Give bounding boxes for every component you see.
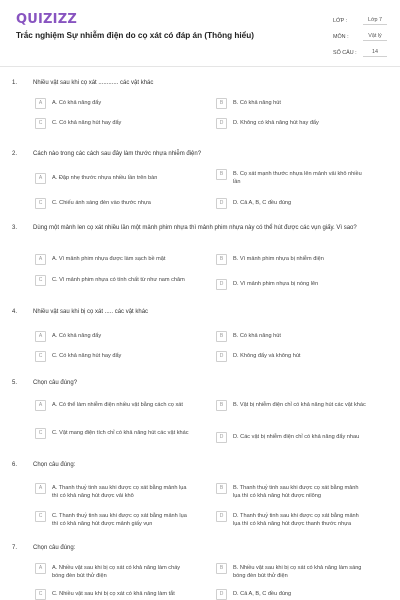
option-c[interactable] bbox=[35, 352, 190, 362]
option-text: D. Thanh thuỷ tinh sau khi được cọ xát bằng mảnh lụa thì có khả năng hút được thanh thước nhựa bbox=[233, 513, 359, 527]
quizizz-logo: QUIZIZZ bbox=[16, 12, 77, 27]
option-text: B. Vật bị nhiễm điện chỉ có khả năng hút các vật khác bbox=[233, 402, 366, 408]
option-a[interactable] bbox=[35, 99, 190, 109]
option-text: D. Không đẩy và không hút bbox=[233, 353, 301, 359]
option-letter-box: B bbox=[216, 169, 227, 180]
option-text: A. Nhiều vật sau khi bị cọ xát có khả năng làm cháy bóng đèn bút thử điện bbox=[52, 565, 181, 579]
option-text: D. Vì mảnh phim nhựa bị nóng lên bbox=[233, 281, 319, 287]
option-a[interactable] bbox=[35, 332, 190, 342]
option-letter-box: C bbox=[35, 351, 46, 362]
option-text: D. Không có khả năng hút hay đẩy bbox=[233, 120, 319, 126]
question-header bbox=[12, 224, 382, 233]
question-number: 4. bbox=[12, 309, 18, 315]
question-text: Chọn câu đúng: bbox=[33, 462, 76, 468]
question-number: 2. bbox=[12, 151, 18, 157]
meta-label: SỐ CÂU : bbox=[333, 50, 357, 56]
option-letter-box: C bbox=[35, 511, 46, 522]
meta-row-class bbox=[333, 13, 393, 29]
option-b[interactable] bbox=[216, 401, 366, 411]
option-text: C. Thanh thuỷ tinh sau khi được cọ xát bằng mảnh lụa thì có khả năng hút được mảnh giấy vụn bbox=[52, 513, 187, 527]
option-a[interactable] bbox=[35, 401, 190, 411]
question-text: Nhiều vật sau khi cọ xát ............ các vật khác bbox=[33, 80, 154, 86]
option-c[interactable] bbox=[35, 199, 190, 209]
option-text: D. Các vật bị nhiễm điện chỉ có khả năng đẩy nhau bbox=[233, 434, 360, 440]
meta-value: 14 bbox=[363, 49, 387, 57]
option-a[interactable] bbox=[35, 484, 190, 500]
question-header bbox=[12, 79, 382, 88]
option-letter-box: C bbox=[35, 428, 46, 439]
option-text: B. Nhiều vật sau khi bị cọ xát có khả năng làm sáng bóng đèn bút thử điện bbox=[233, 565, 362, 579]
question-text: Dùng một mảnh len cọ xát nhiều lần một mảnh phim nhựa thì mảnh phim nhựa này có thể hút được các vụn giấy. Vì sao? bbox=[33, 225, 357, 231]
option-letter-box: D bbox=[216, 279, 227, 290]
option-b[interactable] bbox=[216, 484, 366, 500]
option-text: C. Vì mảnh phim nhựa có tính chất từ như nam châm bbox=[52, 277, 185, 283]
option-letter-box: B bbox=[216, 563, 227, 574]
option-text: C. Vật mang điện tích chỉ có khả năng hút các vật khác bbox=[52, 430, 189, 436]
question-header bbox=[12, 379, 382, 388]
option-letter-box: D bbox=[216, 589, 227, 600]
question-number: 5. bbox=[12, 380, 18, 386]
question-header bbox=[12, 461, 382, 470]
question-text: Nhiều vật sau khi bị cọ xát ..... các vật khác bbox=[33, 309, 149, 315]
option-letter-box: C bbox=[35, 198, 46, 209]
option-text: A. Có thể làm nhiễm điện nhiều vật bằng cách cọ xát bbox=[52, 402, 183, 408]
question-text: Cách nào trong các cách sau đây làm thước nhựa nhiễm điện? bbox=[33, 151, 202, 157]
option-text: C. Có khả năng hút hay đẩy bbox=[52, 353, 122, 359]
option-b[interactable] bbox=[216, 99, 366, 109]
option-a[interactable] bbox=[35, 174, 190, 184]
worksheet-title: Trắc nghiệm Sự nhiễm điện do cọ xát có đáp án (Thông hiểu) bbox=[16, 31, 254, 40]
worksheet-meta bbox=[333, 13, 393, 61]
option-letter-box: A bbox=[35, 254, 46, 265]
option-letter-box: B bbox=[216, 254, 227, 265]
meta-value: Vật lý bbox=[363, 33, 387, 41]
question-header bbox=[12, 308, 382, 317]
option-d[interactable] bbox=[216, 352, 366, 362]
option-letter-box: A bbox=[35, 563, 46, 574]
option-letter-box: C bbox=[35, 589, 46, 600]
option-d[interactable] bbox=[216, 433, 366, 443]
option-letter-box: B bbox=[216, 331, 227, 342]
option-text: A. Thanh thuỷ tinh sau khi được cọ xát bằng mảnh lụa thì có khả năng hút được vải khô bbox=[52, 485, 187, 499]
option-c[interactable] bbox=[35, 276, 190, 286]
option-text: D. Cả A, B, C đều đúng bbox=[233, 591, 292, 597]
option-d[interactable] bbox=[216, 119, 366, 129]
meta-row-subject bbox=[333, 29, 393, 45]
option-d[interactable] bbox=[216, 512, 366, 528]
option-text: B. Thanh thuỷ tinh sau khi được cọ xát bằng mảnh lụa thì có khả năng hút được nilông bbox=[233, 485, 359, 499]
option-a[interactable] bbox=[35, 564, 190, 580]
option-text: B. Cọ xát mạnh thước nhựa lên mảnh vải khô nhiều lần bbox=[233, 171, 362, 185]
option-b[interactable] bbox=[216, 332, 366, 342]
question-number: 1. bbox=[12, 80, 18, 86]
meta-label: LỚP : bbox=[333, 18, 348, 24]
option-letter-box: B bbox=[216, 400, 227, 411]
option-text: B. Có khả năng hút bbox=[233, 100, 281, 106]
option-letter-box: D bbox=[216, 432, 227, 443]
option-letter-box: D bbox=[216, 351, 227, 362]
option-text: C. Có khả năng hút hay đẩy bbox=[52, 120, 122, 126]
question-number: 7. bbox=[12, 545, 18, 551]
option-text: B. Có khả năng hút bbox=[233, 333, 281, 339]
option-letter-box: A bbox=[35, 173, 46, 184]
option-letter-box: D bbox=[216, 118, 227, 129]
option-letter-box: A bbox=[35, 483, 46, 494]
option-text: D. Cả A, B, C đều đúng bbox=[233, 200, 292, 206]
option-text: C. Chiếu ánh sáng đèn vào thước nhựa bbox=[52, 200, 151, 206]
question-text: Chọn câu đúng: bbox=[33, 545, 76, 551]
option-letter-box: C bbox=[35, 118, 46, 129]
option-text: A. Vì mảnh phim nhựa được làm sạch bề mặt bbox=[52, 256, 166, 262]
option-a[interactable] bbox=[35, 255, 190, 265]
option-text: A. Đập nhẹ thước nhựa nhiều lần trên bàn bbox=[52, 175, 158, 181]
option-b[interactable] bbox=[216, 170, 366, 186]
option-text: A. Có khả năng đẩy bbox=[52, 333, 102, 339]
option-text: A. Có khả năng đẩy bbox=[52, 100, 102, 106]
option-letter-box: B bbox=[216, 98, 227, 109]
option-letter-box: A bbox=[35, 331, 46, 342]
option-letter-box: A bbox=[35, 98, 46, 109]
option-d[interactable] bbox=[216, 280, 366, 290]
option-letter-box: D bbox=[216, 198, 227, 209]
option-b[interactable] bbox=[216, 564, 366, 580]
worksheet-header bbox=[0, 0, 400, 67]
option-c[interactable] bbox=[35, 512, 190, 528]
option-letter-box: A bbox=[35, 400, 46, 411]
option-c[interactable] bbox=[35, 119, 190, 129]
meta-value: Lớp 7 bbox=[363, 17, 387, 25]
question-text: Chọn câu đúng? bbox=[33, 380, 78, 386]
question-header bbox=[12, 150, 382, 159]
option-d[interactable] bbox=[216, 199, 366, 209]
meta-row-count bbox=[333, 45, 393, 61]
option-text: C. Nhiều vật sau khi bị cọ xát có khả năng làm tắt bbox=[52, 591, 175, 597]
option-text: B. Vì mảnh phim nhựa bị nhiễm điện bbox=[233, 256, 324, 262]
question-header bbox=[12, 544, 382, 553]
option-b[interactable] bbox=[216, 255, 366, 265]
question-number: 3. bbox=[12, 225, 18, 231]
option-d[interactable] bbox=[216, 590, 366, 600]
option-c[interactable] bbox=[35, 590, 190, 600]
option-letter-box: C bbox=[35, 275, 46, 286]
option-letter-box: D bbox=[216, 511, 227, 522]
question-number: 6. bbox=[12, 462, 18, 468]
option-letter-box: B bbox=[216, 483, 227, 494]
option-c[interactable] bbox=[35, 429, 190, 439]
meta-label: MÔN : bbox=[333, 34, 349, 40]
